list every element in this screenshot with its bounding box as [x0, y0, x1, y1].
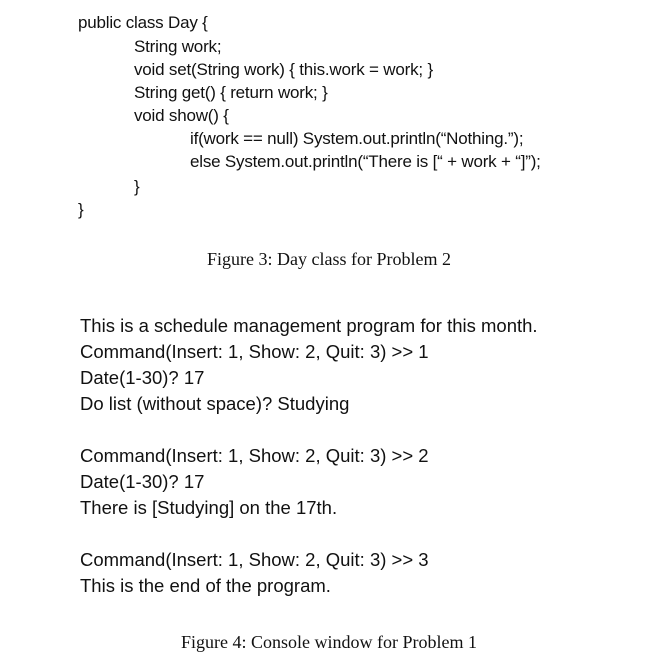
- console-line-do-list: Do list (without space)? Studying: [80, 393, 350, 414]
- console-line-result: There is [Studying] on the 17th.: [80, 497, 338, 518]
- console-line-date-1: Date(1-30)? 17: [80, 367, 205, 388]
- console-line-intro: This is a schedule management program for this month.: [80, 315, 538, 336]
- console-line-command-1: Command(Insert: 1, Show: 2, Quit: 3) >> 1: [80, 341, 429, 362]
- code-line-else: else System.out.println(“There is [“ + work + “]”);: [190, 152, 541, 171]
- figure-3-caption: Figure 3: Day class for Problem 2: [207, 249, 451, 269]
- console-line-end: This is the end of the program.: [80, 575, 331, 596]
- console-line-command-3: Command(Insert: 1, Show: 2, Quit: 3) >> 3: [80, 549, 429, 570]
- code-line-if: if(work == null) System.out.println(“Nothing.”);: [190, 129, 524, 148]
- console-line-date-2: Date(1-30)? 17: [80, 471, 205, 492]
- code-line-show-method: void show() {: [134, 106, 229, 125]
- code-line-close-method: }: [134, 177, 140, 196]
- code-line-set-method: void set(String work) { this.work = work; }: [134, 60, 433, 79]
- code-line-field: String work;: [134, 37, 222, 56]
- console-line-command-2: Command(Insert: 1, Show: 2, Quit: 3) >> 2: [80, 445, 429, 466]
- figure-4-caption: Figure 4: Console window for Problem 1: [181, 632, 477, 652]
- code-line-class-decl: public class Day {: [78, 13, 208, 32]
- code-line-close-class: }: [78, 200, 84, 219]
- code-line-get-method: String get() { return work; }: [134, 83, 328, 102]
